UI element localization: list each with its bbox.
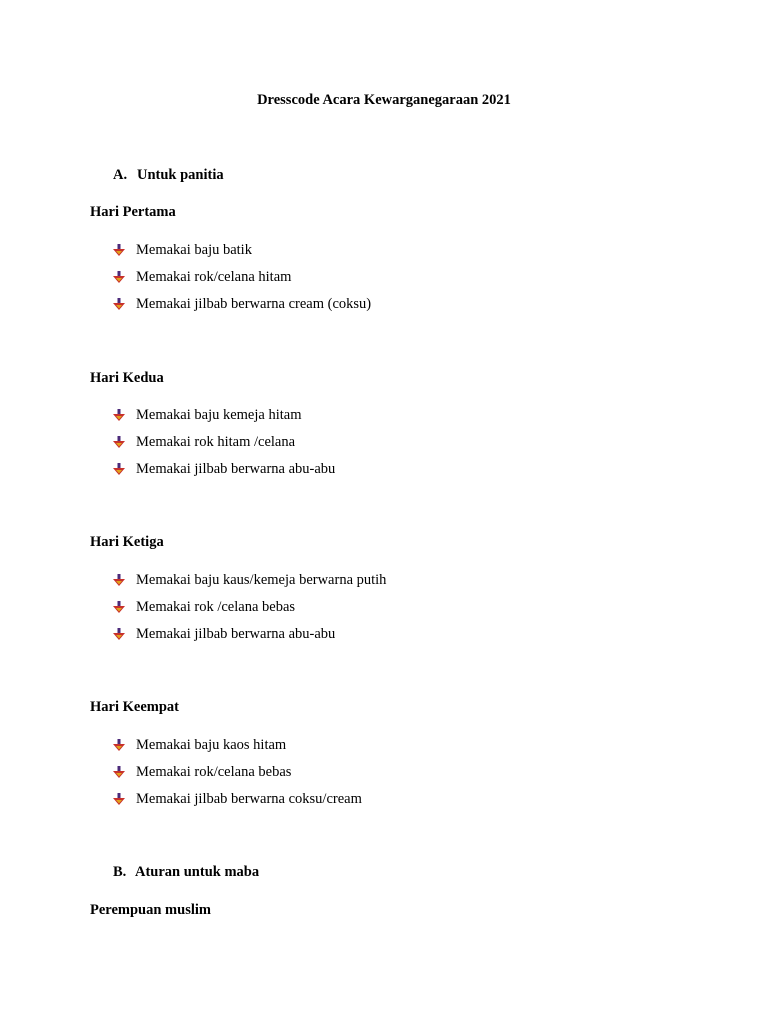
day-heading-4: Hari Keempat bbox=[90, 699, 179, 715]
arrow-down-bullet-icon bbox=[113, 268, 136, 286]
section-a-heading bbox=[113, 167, 224, 184]
arrow-down-bullet-icon bbox=[113, 241, 136, 259]
list-item-text: Memakai rok hitam /celana bbox=[136, 434, 296, 450]
section-a-label: Untuk panitia bbox=[137, 167, 224, 183]
arrow-down-bullet-icon bbox=[113, 406, 136, 424]
list-item-text: Memakai baju kemeja hitam bbox=[136, 407, 302, 423]
document-title: Dresscode Acara Kewarganegaraan 2021 bbox=[257, 92, 511, 108]
list-item-text: Memakai rok /celana bebas bbox=[136, 599, 296, 615]
list-item-text: Memakai baju kaos hitam bbox=[136, 737, 287, 753]
list-item bbox=[113, 571, 386, 598]
section-b-letter: B. bbox=[113, 864, 127, 880]
list-item bbox=[113, 460, 335, 487]
list-item bbox=[113, 241, 371, 268]
list-item-text: Memakai rok/celana hitam bbox=[136, 269, 292, 285]
arrow-down-bullet-icon bbox=[113, 790, 136, 808]
day-heading-1: Hari Pertama bbox=[90, 204, 176, 220]
day-3-list bbox=[113, 571, 386, 652]
arrow-down-bullet-icon bbox=[113, 598, 136, 616]
day-2-list bbox=[113, 406, 335, 487]
list-item-text: Memakai jilbab berwarna abu-abu bbox=[136, 461, 336, 477]
arrow-down-bullet-icon bbox=[113, 736, 136, 754]
arrow-down-bullet-icon bbox=[113, 460, 136, 478]
list-item bbox=[113, 625, 386, 652]
list-item bbox=[113, 433, 335, 460]
day-4-list bbox=[113, 736, 362, 817]
section-a-letter: A. bbox=[113, 167, 128, 183]
arrow-down-bullet-icon bbox=[113, 763, 136, 781]
list-item-text: Memakai baju batik bbox=[136, 242, 252, 258]
list-item bbox=[113, 268, 371, 295]
arrow-down-bullet-icon bbox=[113, 625, 136, 643]
list-item-text: Memakai jilbab berwarna abu-abu bbox=[136, 626, 336, 642]
section-b-heading bbox=[113, 864, 259, 881]
arrow-down-bullet-icon bbox=[113, 571, 136, 589]
day-heading-2: Hari Kedua bbox=[90, 370, 164, 386]
list-item bbox=[113, 790, 362, 817]
list-item-text: Memakai jilbab berwarna coksu/cream bbox=[136, 791, 362, 807]
day-heading-3: Hari Ketiga bbox=[90, 534, 164, 550]
list-item bbox=[113, 598, 386, 625]
list-item-text: Memakai rok/celana bebas bbox=[136, 764, 292, 780]
section-b-label: Aturan untuk maba bbox=[135, 864, 260, 880]
list-item-text: Memakai baju kaus/kemeja berwarna putih bbox=[136, 572, 387, 588]
day-1-list bbox=[113, 241, 371, 322]
arrow-down-bullet-icon bbox=[113, 295, 136, 313]
list-item-text: Memakai jilbab berwarna cream (coksu) bbox=[136, 296, 372, 312]
list-item bbox=[113, 763, 362, 790]
list-item bbox=[113, 295, 371, 322]
arrow-down-bullet-icon bbox=[113, 433, 136, 451]
list-item bbox=[113, 406, 335, 433]
subheading-perempuan-muslim: Perempuan muslim bbox=[90, 902, 211, 918]
list-item bbox=[113, 736, 362, 763]
